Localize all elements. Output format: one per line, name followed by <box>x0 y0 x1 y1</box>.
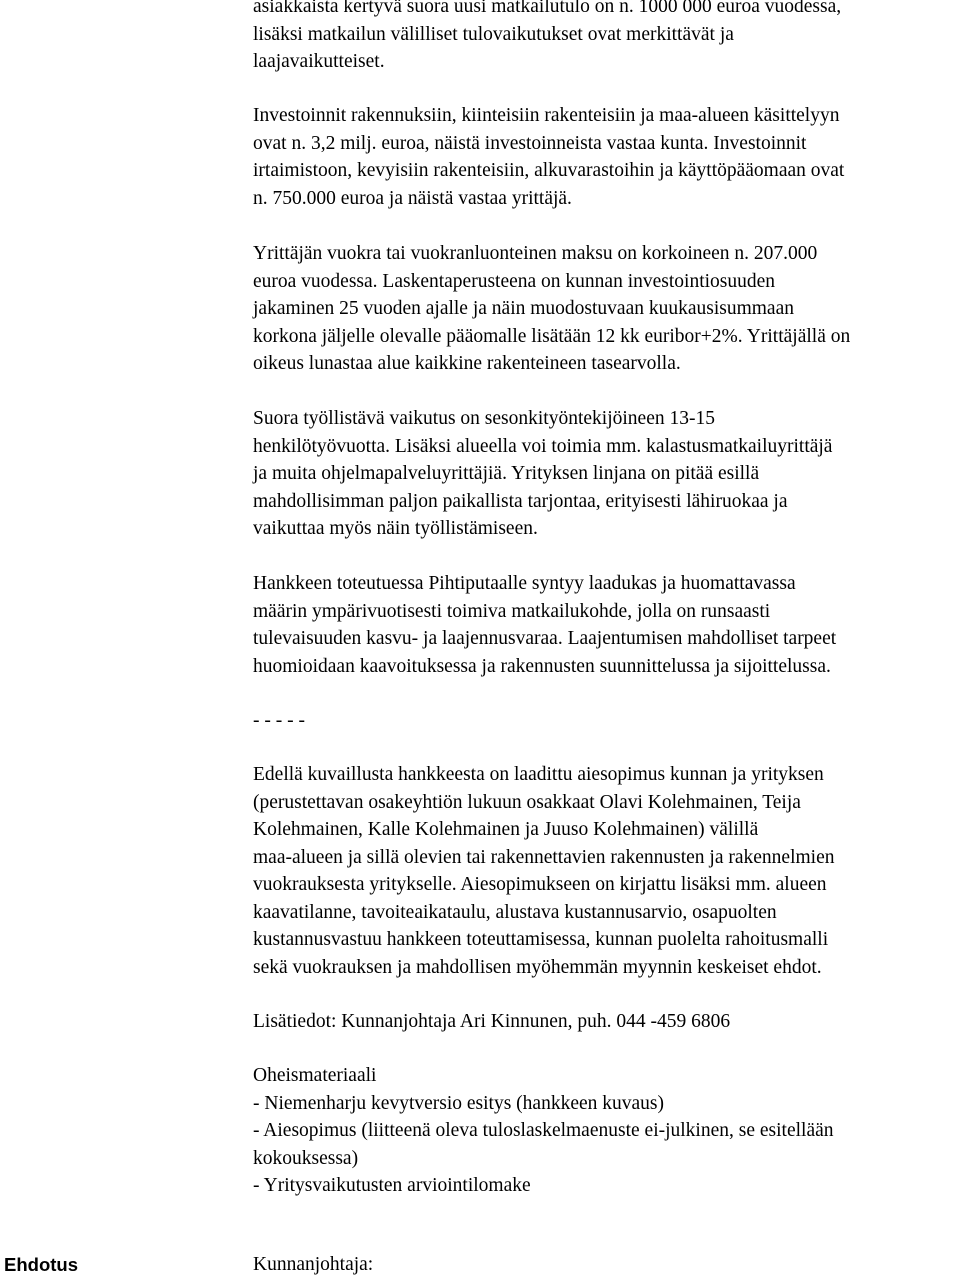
text-line: euroa vuodessa. Laskentaperusteena on kunnan investointiosuuden <box>253 270 776 292</box>
text-line: vaikuttaa myös näin työllistämiseen. <box>253 518 538 539</box>
text-line: n. 750.000 euroa ja näistä vastaa yrittäjä. <box>253 187 572 209</box>
text-line: oikeus lunastaa alue kaikkine rakenteineen tasearvolla. <box>253 353 681 374</box>
text-line: asiakkaista kertyvä suora uusi matkailutulo on n. 1000 000 euroa vuodessa, <box>253 0 842 17</box>
text-line: Kolehmainen, Kalle Kolehmainen ja Juuso Kolehmainen) välillä <box>253 819 759 840</box>
text-line: tulevaisuuden kasvu- ja laajennusvaraa. Laajentumisen mahdolliset tarpeet <box>253 628 837 649</box>
text-line: kokouksessa) <box>253 1147 359 1169</box>
proposal-label: Ehdotus <box>4 1254 78 1275</box>
text-line: - Yritysvaikutusten arviointilomake <box>253 1175 531 1196</box>
paragraph <box>253 0 958 76</box>
text-line: Yrittäjän vuokra tai vuokranluonteinen maksu on korkoineen n. 207.000 <box>253 243 818 264</box>
text-line: - Niemenharju kevytversio esitys (hankkeen kuvaus) <box>253 1092 665 1114</box>
paragraph <box>253 570 958 680</box>
text-line: Oheismateriaali <box>253 1065 377 1086</box>
paragraph <box>253 1062 958 1200</box>
text-line: korkona jäljelle olevalle pääomalle lisätään 12 kk euribor+2%. Yrittäjällä on <box>253 325 851 347</box>
paragraph <box>253 102 958 212</box>
text-line: Suora työllistävä vaikutus on sesonkityöntekijöineen 13-15 <box>253 408 715 429</box>
text-line: laajavaikutteiset. <box>253 51 385 72</box>
text-line: Lisätiedot: Kunnanjohtaja Ari Kinnunen, puh. 044 -459 6806 <box>253 1011 731 1032</box>
text-line: - - - - - <box>253 710 305 731</box>
text-line: huomioidaan kaavoituksessa ja rakennusten suunnittelussa ja sijoittelussa. <box>253 655 831 677</box>
signer-label: Kunnanjohtaja: <box>253 1254 374 1275</box>
text-line: määrin ympärivuotisesti toimiva matkailukohde, jolla on runsaasti <box>253 600 771 622</box>
text-line: Edellä kuvaillusta hankkeesta on laadittu aiesopimus kunnan ja yrityksen <box>253 764 824 785</box>
text-line: irtaimistoon, kevyisiin rakenteisiin, alkuvarastoihin ja käyttöpääomaan ovat <box>253 160 845 181</box>
text-line: Hankkeen toteutuessa Pihtiputaalle syntyy laadukas ja huomattavassa <box>253 573 796 594</box>
text-line: ovat n. 3,2 milj. euroa, näistä investoinneista vastaa kunta. Investoinnit <box>253 132 807 154</box>
paragraph <box>253 405 958 543</box>
text-line: mahdollisimman paljon paikallista tarjontaa, erityisesti lähiruokaa ja <box>253 490 788 512</box>
text-line: vuokrauksesta yritykselle. Aiesopimukseen on kirjattu lisäksi mm. alueen <box>253 874 827 895</box>
paragraph <box>253 707 958 735</box>
paragraph <box>253 240 958 378</box>
text-line: kustannusvastuu hankkeen toteuttamisessa, kunnan puolelta rahoitusmalli <box>253 929 829 950</box>
text-line: Investoinnit rakennuksiin, kiinteisiin rakenteisiin ja maa-alueen käsittelyyn <box>253 105 840 126</box>
text-line: jakaminen 25 vuoden ajalle ja näin muodostuvaan kuukausisummaan <box>253 298 794 319</box>
text-line: (perustettavan osakeyhtiön lukuun osakkaat Olavi Kolehmainen, Teija <box>253 791 801 813</box>
text-line: lisäksi matkailun välilliset tulovaikutukset ovat merkittävät ja <box>253 23 734 45</box>
text-line: kaavatilanne, tavoiteaikataulu, alustava kustannusarvio, osapuolten <box>253 901 777 923</box>
text-line: ja muita ohjelmapalveluyrittäjiä. Yrityksen linjana on pitää esillä <box>253 463 760 484</box>
text-line: maa-alueen ja sillä olevien tai rakennettavien rakennusten ja rakennelmien <box>253 846 835 868</box>
text-line: - Aiesopimus (liitteenä oleva tuloslaskelmaenuste ei-julkinen, se esitellään <box>253 1120 834 1141</box>
paragraph <box>253 1008 958 1036</box>
text-line: sekä vuokrauksen ja mahdollisen myöhemmän myynnin keskeiset ehdot. <box>253 956 822 978</box>
text-line: henkilötyövuotta. Lisäksi alueella voi toimia mm. kalastusmatkailuyrittäjä <box>253 435 833 457</box>
paragraph <box>253 761 958 981</box>
